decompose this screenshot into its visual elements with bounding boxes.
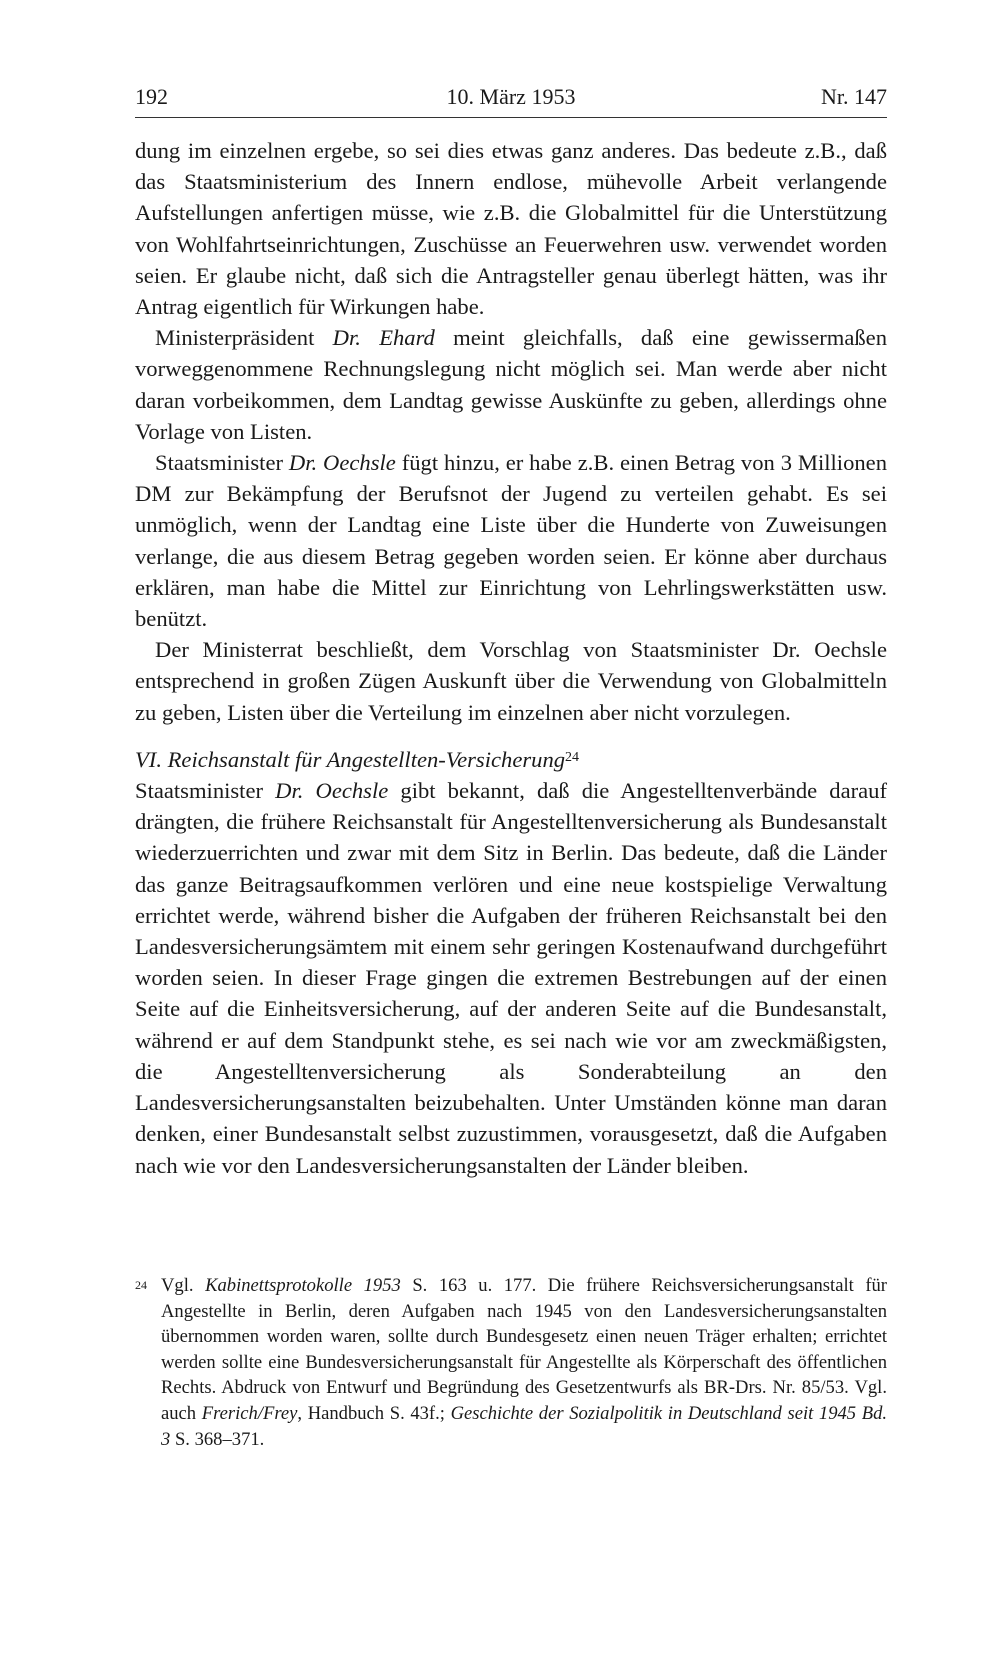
paragraph-5-text: gibt bekannt, daß die Angestelltenverbände darauf drängten, die frühere Reichsanstalt für Angestelltenversicherung als Bundesanstalt wiederzuerrichten und zwar mit dem Sitz in Berlin. Das bedeute, daß die Länder das ganze Beitragsaufkommen verlören und eine neue kostspielige Verwaltung errichtet werde, während bisher die Aufgaben der früheren Reichsanstalt bei den Landesversicherungsämtem mit einem sehr geringen Kostenaufwand durchgeführt worden seien. In dieser Frage gingen die extremen Bestrebungen auf der einen Seite auf die Einheitsversicherung, auf der anderen Seite auf die Bundesanstalt, während er auf dem Standpunkt stehe, es sei nach wie vor am zweckmäßigsten, die Angestelltenversicherung als Sonderabteilung an den Landesversicherungsanstalten beizubehalten. Unter Umständen könne man daran denken, einer Bundesanstalt selbst zuzustimmen, vorausgesetzt, daß die Aufgaben nach wie vor den Landesversicherungsanstalten der Länder bleiben. xyxy=(135,778,888,1178)
paragraph-3 xyxy=(135,447,887,634)
document-number: Nr. 147 xyxy=(821,84,887,109)
running-header xyxy=(135,78,887,118)
speaker-name: Dr. Oechsle xyxy=(275,778,389,804)
section-heading xyxy=(135,744,887,775)
footnote xyxy=(135,1273,887,1452)
footnote-text xyxy=(135,1273,887,1452)
footnote-reference[interactable]: 24 xyxy=(565,749,580,765)
paragraph-2-text: meint gleichfalls, daß eine gewissermaßen vorweggenommene Rechnungslegung nicht möglich sei. Man werde aber nicht daran vorbeikommen, dem Landtag gewisse Auskünfte zu geben, allerdings ohne Vorlage von Listen. xyxy=(135,325,888,444)
paragraph-4: Der Ministerrat beschließt, dem Vorschlag von Staatsminister Dr. Oechsle entsprechend in großen Zügen Auskunft über die Verwendung von Globalmitteln zu geben, Listen über die Verteilung im einzelnen aber nicht vorzulegen. xyxy=(135,637,887,725)
speaker-name: Dr. Oechsle xyxy=(288,450,396,476)
paragraph-5-lead: Staatsminister xyxy=(135,778,276,804)
paragraph-5 xyxy=(135,775,887,1181)
footnote-segment: Vgl. xyxy=(161,1275,206,1296)
header-date: 10. März 1953 xyxy=(446,84,576,109)
footnote-segment: , Handbuch S. 43f.; xyxy=(297,1402,451,1424)
section-title: VI. Reichsanstalt für Angestellten-Versicherung xyxy=(135,746,566,772)
footnote-number: 24 xyxy=(135,1278,147,1292)
header-rule xyxy=(135,117,887,118)
footnote-segment: S. 368–371. xyxy=(170,1428,265,1450)
page-number: 192 xyxy=(135,84,168,109)
footnote-segment: S. 163 u. 177. Die frühere Reichsversicherungsanstalt für Angestellte in Berlin, deren Aufgaben nach 1945 von den Landesversicherungsanstalten übernommen worden waren, sollte durch Bundesgesetz einen neuen Träger erhalten; errichtet werden sollte eine Bundesversicherungsanstalt für Angestellte als Körperschaft des öffentlichen Rechts. Abdruck von Entwurf und Begründung des Gesetzentwurfs als BR-Drs. Nr. 85/53. Vgl. auch xyxy=(161,1275,887,1424)
paragraph-1: dung im einzelnen ergebe, so sei dies etwas ganz anderes. Das bedeute z.B., daß das Staatsministerium des Innern endlose, mühevolle Arbeit verlangende Aufstellungen anfertigen müsse, wie z.B. die Globalmittel für die Unterstützung von Wohlfahrtseinrichtungen, Zuschüsse an Feuerwehren usw. verwendet worden seien. Er glaube nicht, daß sich die Antragsteller genau überlegt hätten, was ihr Antrag eigentlich für Wirkungen habe. xyxy=(135,138,887,320)
footnote-citation: Geschichte der Sozialpolitik in Deutschland seit 1945 Bd. 3 xyxy=(161,1402,888,1450)
main-text xyxy=(135,135,887,1181)
paragraph-3-text: fügt hinzu, er habe z.B. einen Betrag von 3 Millionen DM zur Bekämpfung der Berufsnot der Jugend zu verteilen gehabt. Es sei unmöglich, wenn der Landtag eine Liste über die Hunderte von Zuweisungen verlange, die aus diesem Betrag gegeben worden seien. Er könne aber durchaus erklären, man habe die Mittel zur Einrichtung von Lehrlingswerkstätten usw. benützt. xyxy=(135,450,888,632)
paragraph-2-lead: Ministerpräsident xyxy=(155,325,333,351)
page xyxy=(135,78,887,1181)
speaker-name: Dr. Ehard xyxy=(332,325,435,351)
paragraph-2 xyxy=(135,322,887,447)
paragraph-3-lead: Staatsminister xyxy=(155,450,289,476)
footnote-citation: Frerich/Frey xyxy=(201,1402,298,1424)
footnote-citation: Kabinettsprotokolle 1953 xyxy=(205,1275,401,1296)
